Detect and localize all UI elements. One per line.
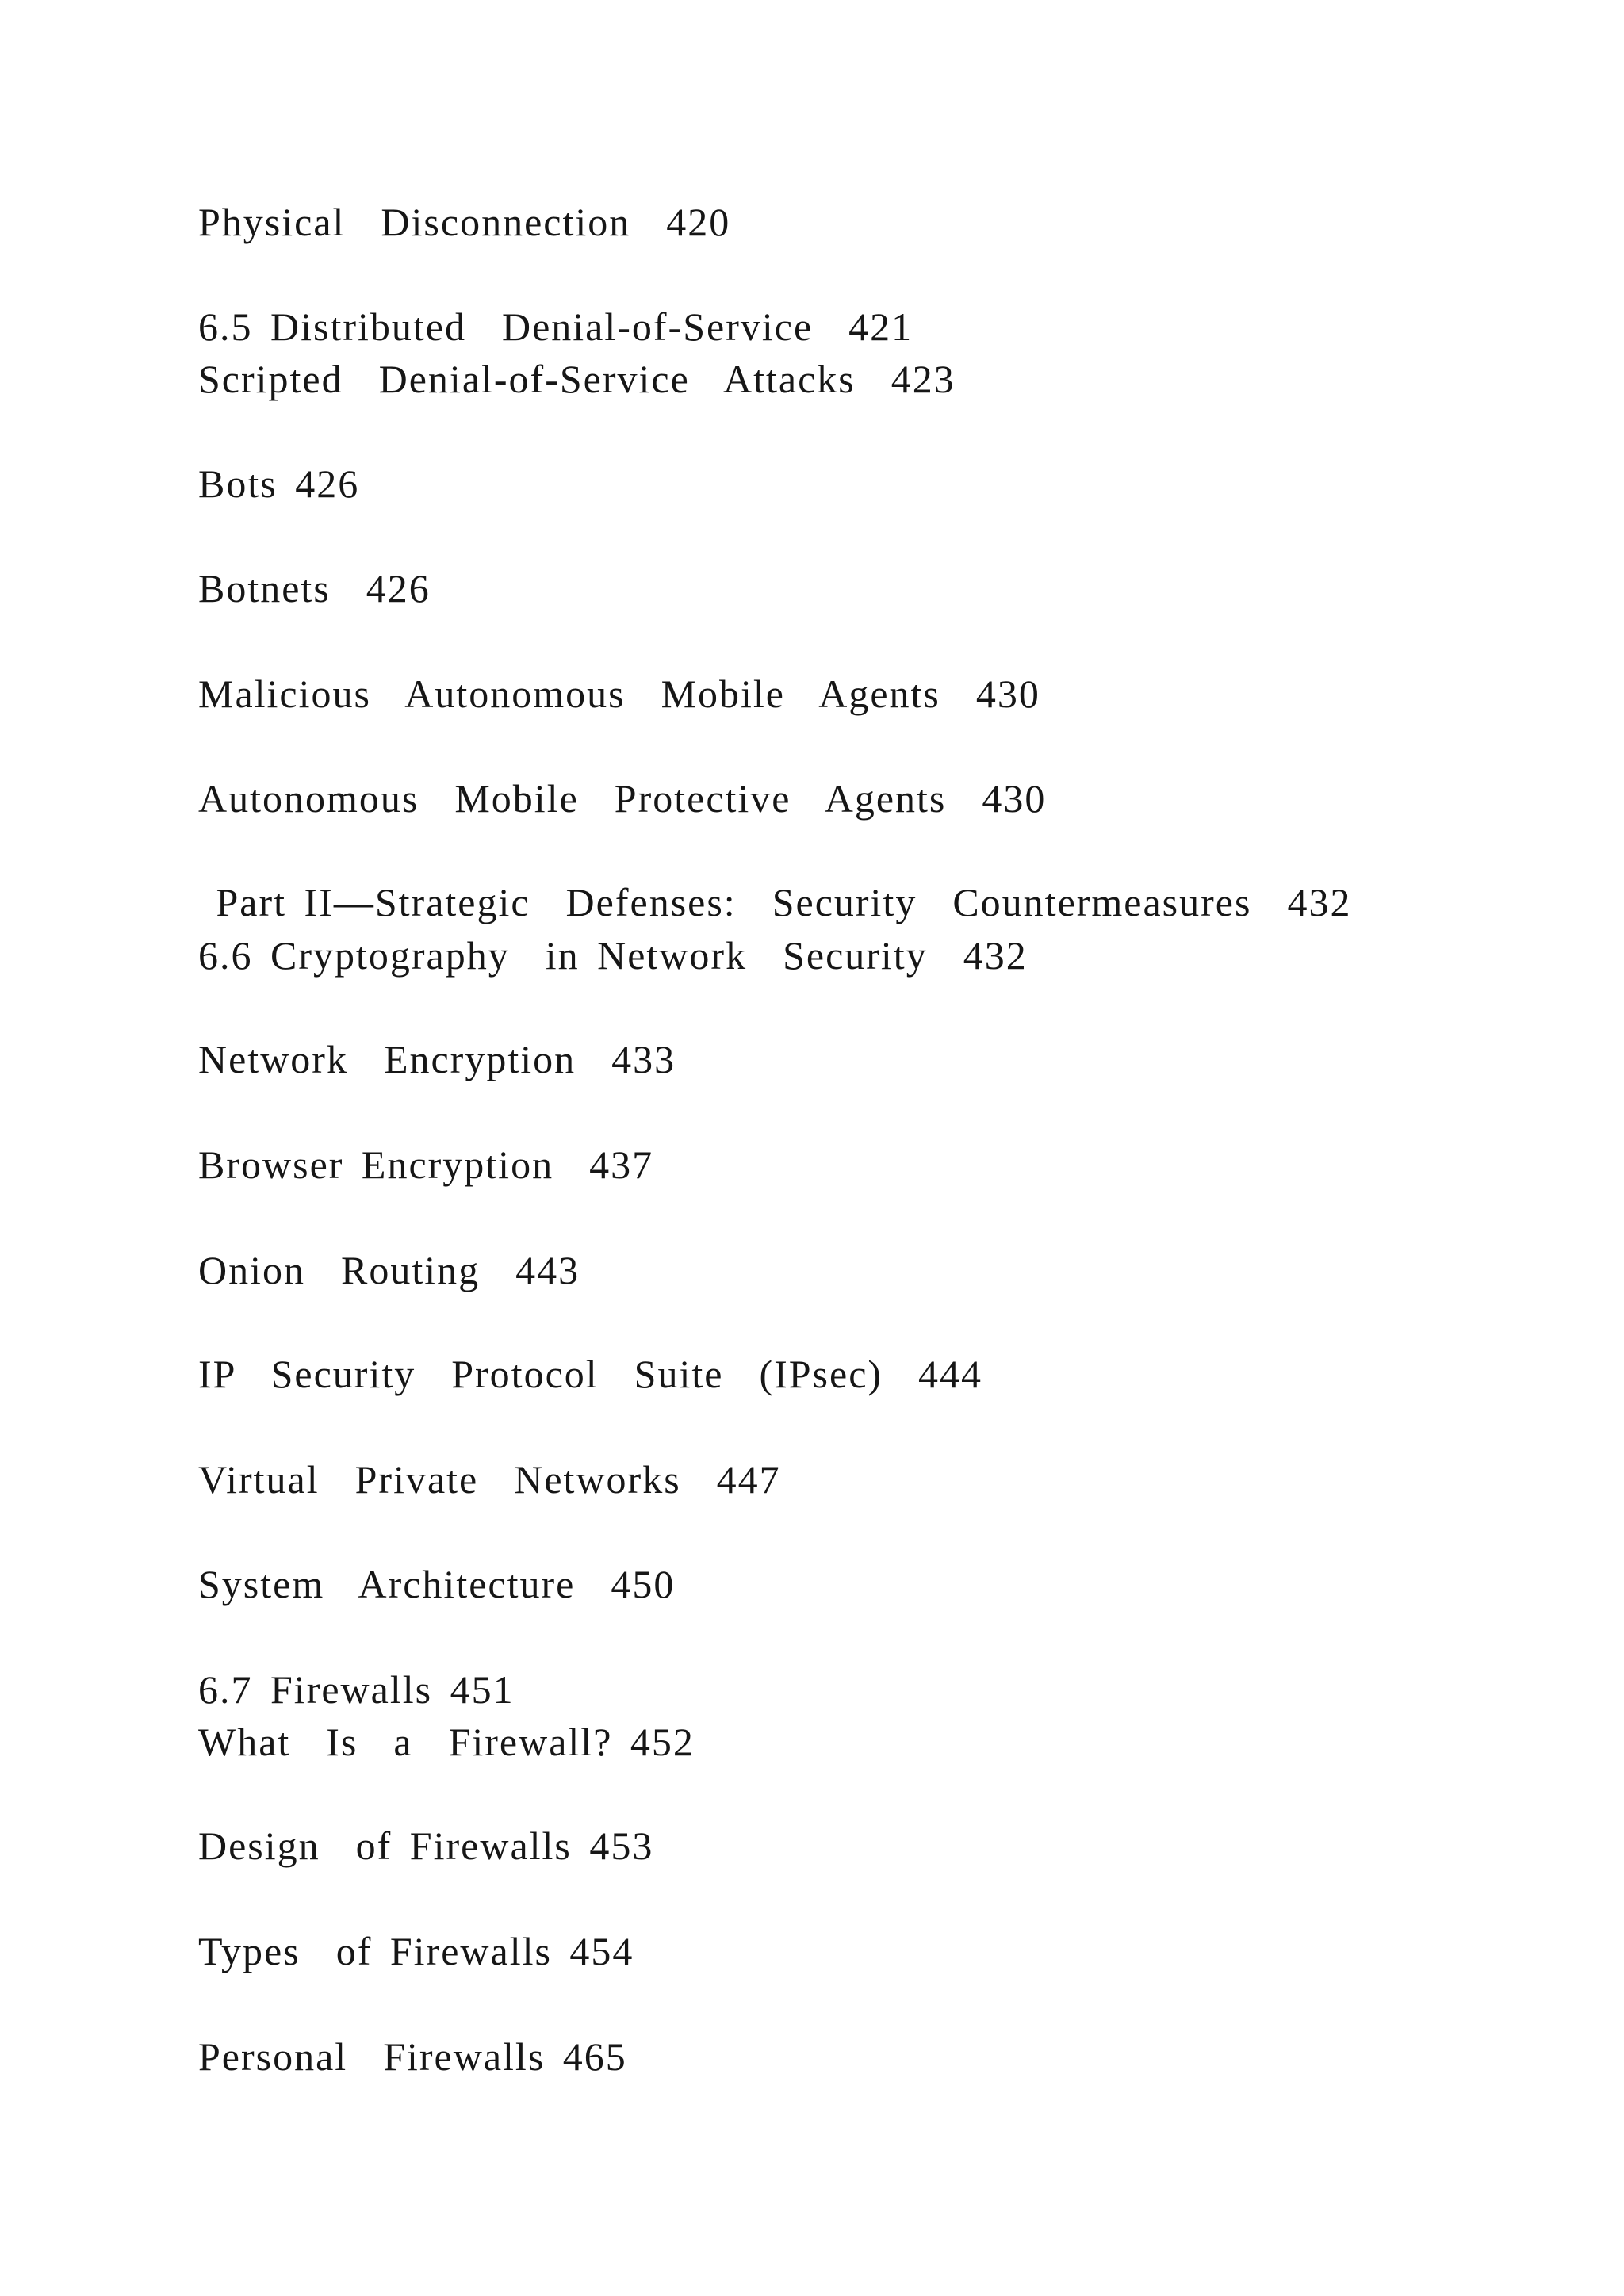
toc-entry-virtual-private-networks: Virtual Private Networks 447: [198, 1457, 781, 1502]
toc-entry-types-of-firewalls: Types of Firewalls 454: [198, 1929, 634, 1973]
toc-entry-what-is-a-firewall: What Is a Firewall? 452: [198, 1720, 695, 1764]
toc-entry-browser-encryption: Browser Encryption 437: [198, 1142, 654, 1187]
toc-entry-scripted-denial-of-service-attacks: Scripted Denial-of-Service Attacks 423: [198, 357, 956, 401]
toc-entry-malicious-autonomous-mobile-agents: Malicious Autonomous Mobile Agents 430: [198, 672, 1040, 716]
toc-entry-distributed-denial-of-service: 6.5 Distributed Denial-of-Service 421: [198, 304, 914, 349]
toc-entry-design-of-firewalls: Design of Firewalls 453: [198, 1823, 654, 1868]
toc-entry-firewalls: 6.7 Firewalls 451: [198, 1667, 515, 1712]
toc-entry-onion-routing: Onion Routing 443: [198, 1248, 580, 1292]
toc-entry-ip-security-protocol-suite: IP Security Protocol Suite (IPsec) 444: [198, 1352, 983, 1396]
toc-entry-botnets: Botnets 426: [198, 566, 431, 610]
toc-entry-part-ii-strategic-defenses: Part II—Strategic Defenses: Security Countermeasures 432: [198, 880, 1352, 924]
toc-entry-personal-firewalls: Personal Firewalls 465: [198, 2034, 627, 2079]
toc-entry-bots: Bots 426: [198, 461, 360, 506]
toc-entry-physical-disconnection: Physical Disconnection 420: [198, 200, 731, 244]
toc-entry-network-encryption: Network Encryption 433: [198, 1037, 676, 1081]
toc-entry-autonomous-mobile-protective-agents: Autonomous Mobile Protective Agents 430: [198, 776, 1047, 821]
toc-entry-system-architecture: System Architecture 450: [198, 1562, 676, 1606]
toc-entry-cryptography-in-network-security: 6.6 Cryptography in Network Security 432: [198, 933, 1028, 978]
